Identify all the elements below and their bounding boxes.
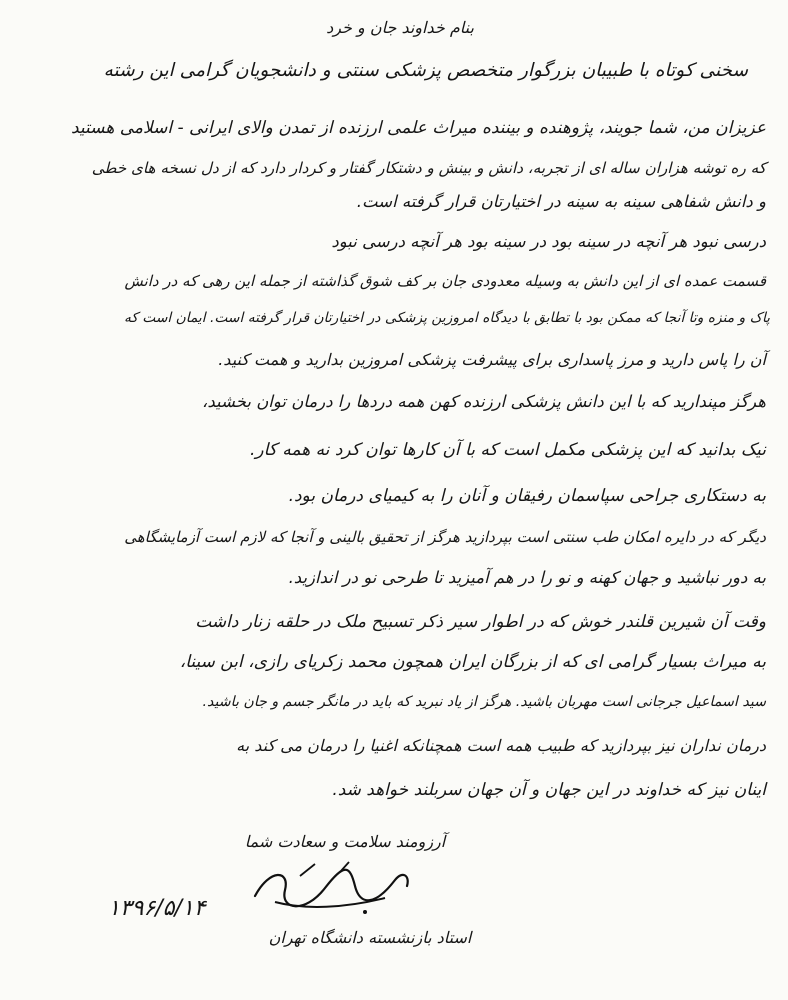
letter-line-16: درمان نداران نیز بپردازید که طبیب همه است همچنانکه اغنیا را درمان می کند به — [236, 736, 766, 755]
letter-line-13: وقت آن شیرین قلندر خوش که در اطوار سیر ذکر تسبیح ملک در حلقه زنار داشت — [195, 612, 766, 632]
letter-line-4: درسی نبود هر آنچه در سینه بود در سینه بود هر آنچه درسی نبود — [331, 232, 766, 251]
letter-title: سخنی کوتاه با طبیبان بزرگوار متخصص پزشکی سنتی و دانشجویان گرامی این رشته — [103, 60, 748, 81]
letter-line-10: به دستکاری جراحی سپاسمان رفیقان و آنان را به کیمیای درمان بود. — [288, 486, 766, 506]
letter-line-6: پاک و منزه وتا آنجا که ممکن بود با تطابق با دیدگاه امروزین پزشکی در اختیارتان قرار گرفته است. ایمان است که — [123, 310, 770, 326]
letter-line-11: دیگر که در دایره امکان طب سنتی است بپردازید هرگز از تحقیق بالینی و آنجا که لازم است آزمایشگاهی — [124, 528, 766, 546]
signature — [245, 858, 420, 928]
letter-line-2: که ره توشه هزاران ساله ای از تجربه، دانش و بینش و دشتکار گفتار و کردار دارد که از دل نسخه های خطی — [91, 159, 766, 177]
letter-line-3: و دانش شفاهی سینه به سینه در اختیارتان قرار گرفته است. — [356, 192, 766, 211]
letter-affiliation: استاد بازنشسته دانشگاه تهران — [268, 928, 472, 947]
letter-line-8: هرگز مپندارید که با این دانش پزشکی ارزنده کهن همه دردها را درمان توان بخشید، — [202, 392, 766, 411]
letter-closing: آرزومند سلامت و سعادت شما — [244, 832, 446, 851]
letter-line-9: نیک بدانید که این پزشکی مکمل است که با آن کارها توان کرد نه همه کار. — [249, 440, 766, 460]
letter-line-17: اینان نیز که خداوند در این جهان و آن جهان سربلند خواهد شد. — [332, 780, 766, 800]
letter-line-1: عزیزان من، شما جویند، پژوهنده و بیننده میراث علمی ارزنده از تمدن والای ایرانی - اسلامی هستید — [71, 118, 766, 138]
letter-date: ۱۳۹۶/۵/۱۴ — [108, 896, 206, 921]
letter-line-12: به دور نباشید و جهان کهنه و نو را در هم آمیزید تا طرحی نو در اندازید. — [288, 568, 766, 587]
letter-line-7: آن را پاس دارید و مرز پاسداری برای پیشرفت پزشکی امروزین بدارید و همت کنید. — [218, 350, 766, 369]
letter-line-5: قسمت عمده ای از این دانش به وسیله معدودی جان بر کف شوق گذاشته از جمله این رهی که در دانش — [124, 272, 766, 290]
letter-heading: بنام خداوند جان و خرد — [326, 18, 474, 37]
letter-line-15: سید اسماعیل جرجانی است مهربان باشید. هرگز از یاد نبرید که باید در مانگر جسم و جان باشید. — [202, 694, 766, 710]
letter-line-14: به میراث بسیار گرامی ای که از بزرگان ایران همچون محمد زکریای رازی، ابن سینا، — [179, 652, 766, 672]
